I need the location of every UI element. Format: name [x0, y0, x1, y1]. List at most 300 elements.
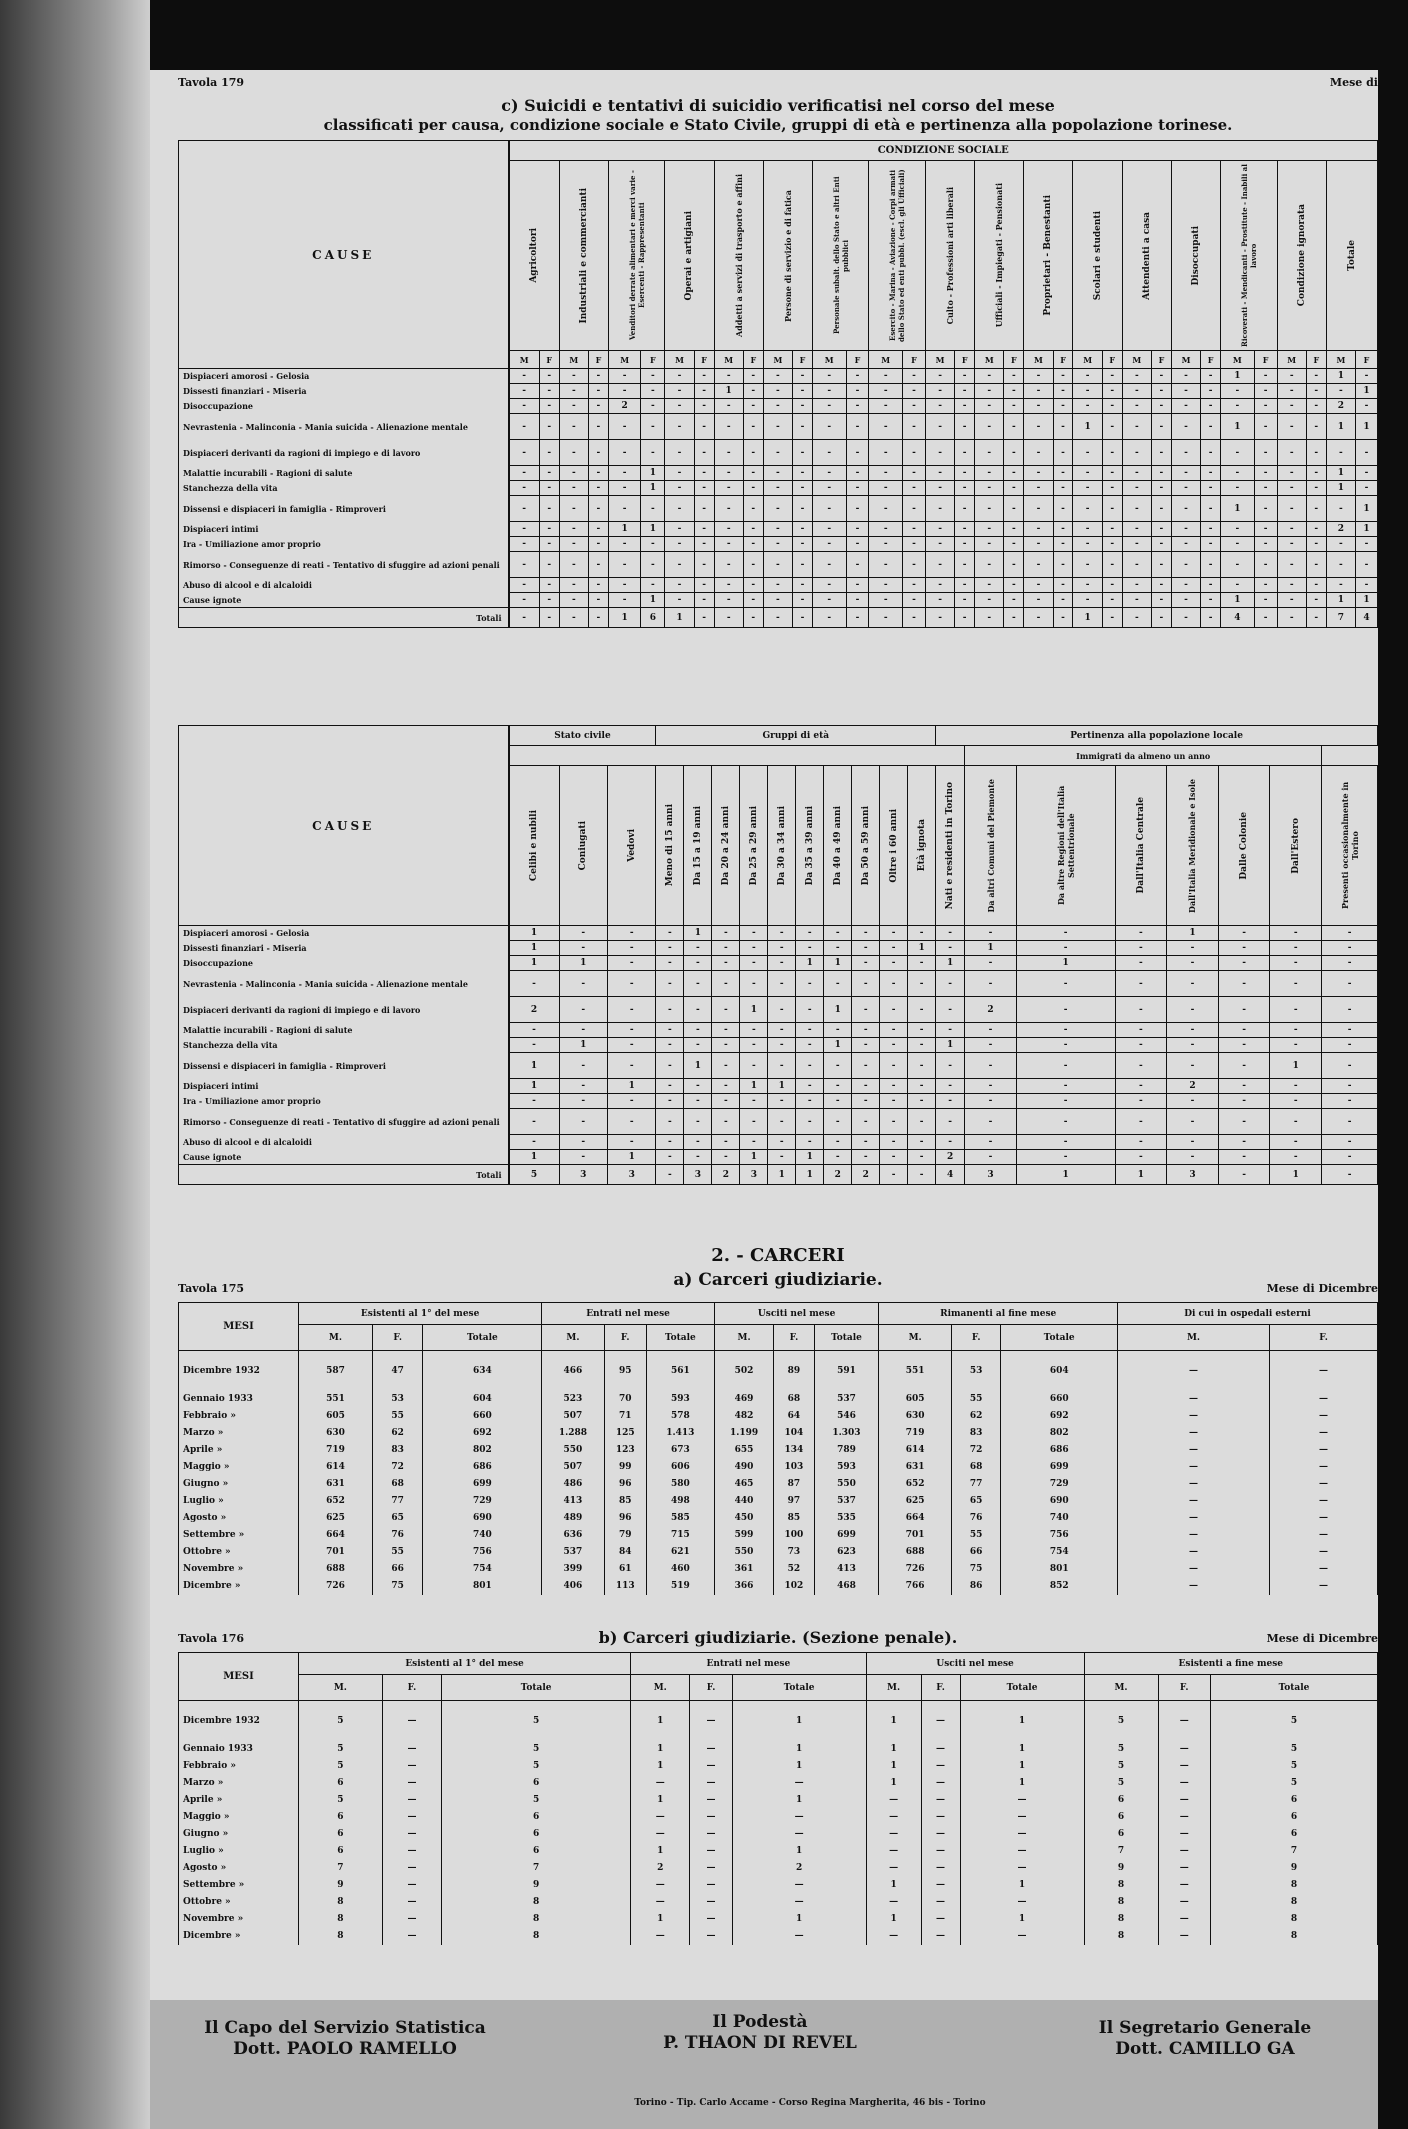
table-cell: 66: [951, 1544, 1001, 1561]
table-cell: 134: [774, 1442, 814, 1459]
table-row: [179, 1843, 1378, 1860]
table-cell: -: [665, 384, 694, 399]
table-cell: 1: [631, 1741, 690, 1758]
table-cell: -: [607, 1109, 655, 1135]
table-cell: 1: [1221, 593, 1255, 608]
table-row: [179, 1442, 1378, 1459]
table-cell: 75: [372, 1578, 423, 1595]
table-cell: 605: [879, 1391, 952, 1408]
table-cell: -: [1004, 578, 1024, 593]
total-cell: -: [880, 1165, 908, 1185]
table-cell: -: [768, 1150, 796, 1165]
scan-edge-left: [0, 0, 150, 2129]
table-cell: 1: [1270, 1053, 1322, 1079]
condizione-col-label: Culto - Professioni arti liberali: [945, 186, 955, 325]
table-cell: 125: [604, 1425, 646, 1442]
table-cell: -: [714, 369, 743, 384]
table-row: [179, 1758, 1378, 1775]
table-cell: -: [869, 578, 903, 593]
table-cell: -: [1016, 1109, 1115, 1135]
table-cell: -: [1167, 941, 1219, 956]
sex-header: M: [1277, 351, 1306, 369]
table-cell: -: [852, 1038, 880, 1053]
cause-label: Nevrastenia - Malinconia - Mania suicida - Alienazione mentale: [179, 971, 509, 997]
table-cell: —: [631, 1775, 690, 1792]
table-cell: -: [665, 481, 694, 496]
table-cell: -: [656, 1094, 684, 1109]
table-cell: -: [903, 481, 926, 496]
total-cell: -: [1053, 608, 1073, 628]
table-row: [179, 369, 1378, 384]
table-cell: -: [908, 1023, 936, 1038]
condizione-col-header: [812, 161, 869, 351]
table-cell: 5: [1084, 1775, 1158, 1792]
demographic-col-header: [908, 766, 936, 926]
cause-label: Rimorso - Conseguenze di reati - Tentativo di sfuggire ad azioni penali: [179, 552, 509, 578]
table-cell: -: [694, 522, 714, 537]
signature-center-role: Il Podestà: [712, 2012, 808, 2032]
table-cell: -: [559, 971, 607, 997]
table-cell: 2: [965, 997, 1017, 1023]
table-cell: -: [539, 496, 559, 522]
table-cell: 1: [631, 1911, 690, 1928]
table-cell: -: [1053, 440, 1073, 466]
table-cell: -: [665, 578, 694, 593]
table-cell: —: [960, 1809, 1084, 1826]
table-cell: -: [1306, 522, 1326, 537]
table-cell: -: [936, 1053, 965, 1079]
table-cell: -: [714, 522, 743, 537]
total-cell: -: [1102, 608, 1122, 628]
table-cell: -: [684, 1109, 712, 1135]
demographic-col-header: [559, 766, 607, 926]
table-cell: —: [1118, 1408, 1270, 1425]
table-cell: -: [1277, 537, 1306, 552]
condizione-col-header: [1122, 161, 1171, 351]
table-cell: -: [1073, 466, 1102, 481]
table-row: [179, 1561, 1378, 1578]
table-cell: —: [921, 1758, 960, 1775]
total-cell: -: [1218, 1165, 1270, 1185]
table-cell: 1: [732, 1701, 866, 1741]
table-cell: -: [665, 369, 694, 384]
table-cell: 96: [604, 1476, 646, 1493]
table-cell: 103: [774, 1459, 814, 1476]
table-cell: -: [763, 537, 792, 552]
table-cell: -: [763, 552, 792, 578]
table-cell: -: [812, 369, 846, 384]
table-cell: —: [1270, 1493, 1378, 1510]
table-cell: -: [1277, 369, 1306, 384]
table-row: [179, 1527, 1378, 1544]
table-cell: -: [1254, 369, 1277, 384]
table-cell: 636: [542, 1527, 604, 1544]
table-cell: -: [743, 578, 763, 593]
demographic-col-label: Dall'Estero: [1290, 817, 1301, 874]
table-cell: -: [539, 399, 559, 414]
table-row: [179, 1476, 1378, 1493]
table-cell: -: [846, 414, 869, 440]
table-cell: -: [656, 971, 684, 997]
demographic-col-header: [1115, 766, 1167, 926]
sub-header: M.: [714, 1325, 773, 1351]
table-cell: -: [908, 1135, 936, 1150]
table-cell: 413: [542, 1493, 604, 1510]
table-cell: -: [743, 552, 763, 578]
table-cell: -: [641, 578, 665, 593]
table-cell: 1: [631, 1758, 690, 1775]
table-cell: -: [793, 369, 813, 384]
table-cell: -: [955, 481, 975, 496]
signature-left-name: Dott. PAOLO RAMELLO: [233, 2039, 457, 2060]
table-cell: -: [965, 1079, 1017, 1094]
table-cell: -: [743, 414, 763, 440]
table-cell: 578: [646, 1408, 714, 1425]
total-cell: 2: [852, 1165, 880, 1185]
table-cell: -: [975, 552, 1004, 578]
total-cell: -: [656, 1165, 684, 1185]
table-cell: 6: [1084, 1826, 1158, 1843]
table-cell: -: [694, 537, 714, 552]
table-cell: 726: [879, 1561, 952, 1578]
table-cell: —: [1158, 1758, 1210, 1775]
table-cell: -: [588, 522, 608, 537]
table-cell: -: [1053, 414, 1073, 440]
table-cell: -: [824, 971, 852, 997]
table-cell: 1: [1326, 369, 1355, 384]
table-cell: 580: [646, 1476, 714, 1493]
table-cell: 1: [1326, 481, 1355, 496]
table-cell: -: [1004, 481, 1024, 496]
table-cell: -: [1024, 369, 1053, 384]
table-cell: -: [1218, 1135, 1270, 1150]
table-row: [179, 1493, 1378, 1510]
table-cell: 1: [607, 1150, 655, 1165]
table-cell: -: [824, 1150, 852, 1165]
table-cell: -: [588, 414, 608, 440]
table-cell: —: [1118, 1493, 1270, 1510]
table-cell: -: [1326, 496, 1355, 522]
demographic-col-label: Da 20 a 24 anni: [720, 805, 731, 886]
gruppi-eta-header: Gruppi di età: [656, 726, 936, 746]
table-cell: 766: [879, 1578, 952, 1595]
table-cell: -: [1115, 1038, 1167, 1053]
table-cell: -: [852, 926, 880, 941]
table-cell: 587: [299, 1351, 373, 1391]
table-cell: -: [509, 1023, 560, 1038]
table-cell: -: [684, 1094, 712, 1109]
table-cell: -: [1151, 369, 1171, 384]
table-cell: -: [1102, 481, 1122, 496]
table-cell: -: [1306, 440, 1326, 466]
total-cell: -: [1024, 608, 1053, 628]
condizione-col-label: Proprietari - Benestanti: [1043, 195, 1054, 316]
month-label: Dicembre 1932: [179, 1351, 299, 1391]
table-cell: 72: [372, 1459, 423, 1476]
table-cell: —: [1270, 1425, 1378, 1442]
table-cell: -: [656, 941, 684, 956]
table-cell: -: [1102, 440, 1122, 466]
table-cell: -: [796, 997, 824, 1023]
table-cell: -: [869, 593, 903, 608]
table-cell: 1: [824, 997, 852, 1023]
table-cell: -: [908, 1109, 936, 1135]
total-cell: -: [846, 608, 869, 628]
table-cell: -: [1254, 440, 1277, 466]
cause-label: Stanchezza della vita: [179, 1038, 509, 1053]
table-cell: -: [824, 1079, 852, 1094]
table-cell: 9: [299, 1877, 383, 1894]
signature-right-name: Dott. CAMILLO GA: [1115, 2039, 1295, 2060]
table-cell: 6: [1084, 1792, 1158, 1809]
table-cell: 489: [542, 1510, 604, 1527]
condizione-col-label: Esercito - Marina - Aviazione - Corpi armati dello Stato ed enti pubbl. (escl. gli Ufficiali): [888, 169, 907, 342]
table-cell: -: [559, 537, 588, 552]
totals-row: [179, 608, 1378, 628]
table-cell: -: [869, 440, 903, 466]
table-cell: 550: [542, 1442, 604, 1459]
table-cell: -: [509, 522, 540, 537]
table-cell: -: [965, 1038, 1017, 1053]
table-cell: —: [1118, 1442, 1270, 1459]
table-cell: -: [908, 956, 936, 971]
table-cell: -: [1024, 481, 1053, 496]
table-cell: 5: [1210, 1758, 1377, 1775]
table-cell: -: [1221, 384, 1255, 399]
table-cell: —: [631, 1826, 690, 1843]
table-cell: —: [690, 1826, 732, 1843]
table-cell: 1: [740, 1079, 768, 1094]
table-cell: -: [1270, 1079, 1322, 1094]
table-cell: 652: [299, 1493, 373, 1510]
table-cell: 399: [542, 1561, 604, 1578]
table-cell: 551: [879, 1351, 952, 1391]
month-label: Dicembre »: [179, 1928, 299, 1945]
sex-header: F: [1356, 351, 1378, 369]
table-cell: -: [641, 552, 665, 578]
table-cell: -: [559, 1094, 607, 1109]
table-cell: 801: [1001, 1561, 1118, 1578]
table-cell: -: [1270, 1023, 1322, 1038]
month-label: Novembre »: [179, 1911, 299, 1928]
table-cell: 1: [960, 1741, 1084, 1758]
table-cell: 1: [796, 956, 824, 971]
table-cell: 756: [423, 1544, 542, 1561]
table-cell: -: [1115, 1109, 1167, 1135]
table-cell: -: [975, 481, 1004, 496]
table-cell: -: [509, 481, 540, 496]
condizione-col-label: Attendenti a casa: [1141, 211, 1152, 300]
table-cell: -: [1073, 593, 1102, 608]
sex-header: F: [903, 351, 926, 369]
table-cell: -: [694, 369, 714, 384]
table-175-subtitle: a) Carceri giudiziarie.: [673, 1270, 883, 1290]
table-cell: -: [509, 578, 540, 593]
table-cell: 625: [299, 1510, 373, 1527]
table-cell: -: [1024, 578, 1053, 593]
table-cell: -: [509, 440, 540, 466]
table-cell: -: [539, 440, 559, 466]
table-cell: -: [1151, 414, 1171, 440]
table-cell: 68: [951, 1459, 1001, 1476]
table-cell: 55: [951, 1391, 1001, 1408]
table-cell: -: [812, 552, 846, 578]
table-cell: -: [1016, 971, 1115, 997]
condizione-col-label: Operai e artigiani: [684, 210, 695, 301]
table-cell: 498: [646, 1493, 714, 1510]
table-cell: -: [812, 466, 846, 481]
condizione-col-header: [763, 161, 812, 351]
table-cell: -: [869, 537, 903, 552]
demographic-col-header: [852, 766, 880, 926]
condizione-col-header: [665, 161, 714, 351]
table-cell: —: [1118, 1527, 1270, 1544]
table-cell: -: [1024, 414, 1053, 440]
table-cell: -: [1151, 522, 1171, 537]
table-cell: 621: [646, 1544, 714, 1561]
table-cell: -: [793, 384, 813, 399]
table-cell: -: [1024, 522, 1053, 537]
table-cell: 53: [951, 1351, 1001, 1391]
table-cell: 1: [960, 1701, 1084, 1741]
table-cell: -: [1053, 522, 1073, 537]
table-cell: -: [608, 440, 641, 466]
table-cell: -: [740, 941, 768, 956]
table-cell: -: [1270, 941, 1322, 956]
table-cell: -: [607, 1053, 655, 1079]
demographic-col-label: Da altri Comuni del Piemonte: [985, 778, 996, 913]
table-cell: 1: [631, 1792, 690, 1809]
table-cell: -: [1218, 1109, 1270, 1135]
table-row: [179, 1826, 1378, 1843]
table-cell: -: [509, 552, 540, 578]
table-cell: -: [1277, 414, 1306, 440]
table-cell: 5: [299, 1792, 383, 1809]
total-cell: 1: [665, 608, 694, 628]
table-cell: -: [684, 1023, 712, 1038]
table-cell: -: [936, 926, 965, 941]
table-cell: -: [1277, 384, 1306, 399]
table-cell: -: [1053, 369, 1073, 384]
table-row: [179, 1391, 1378, 1408]
table-cell: -: [846, 552, 869, 578]
table-cell: -: [588, 578, 608, 593]
table-cell: 55: [951, 1527, 1001, 1544]
total-cell: -: [925, 608, 954, 628]
table-cell: -: [694, 481, 714, 496]
table-cell: -: [694, 440, 714, 466]
table-cell: -: [607, 956, 655, 971]
cause-header: CAUSE: [179, 141, 509, 369]
table-cell: -: [763, 384, 792, 399]
table-row: [179, 1425, 1378, 1442]
table-cell: -: [1004, 369, 1024, 384]
table-cell: -: [1167, 1023, 1219, 1038]
table-cell: 1: [796, 1150, 824, 1165]
table-cell: 1: [1221, 414, 1255, 440]
table-cell: -: [869, 399, 903, 414]
table-cell: -: [1218, 941, 1270, 956]
table-cell: —: [866, 1843, 921, 1860]
printer-line: Torino - Tip. Carlo Accame - Corso Regina Margherita, 46 bis - Torino: [634, 2098, 986, 2108]
table-cell: -: [1016, 941, 1115, 956]
cause-label: Dissesti finanziari - Miseria: [179, 941, 509, 956]
totals-label: Totali: [179, 608, 509, 628]
table-cell: —: [960, 1826, 1084, 1843]
scan-edge-right: [1378, 0, 1408, 2129]
table-cell: -: [1306, 537, 1326, 552]
table-cell: -: [1053, 399, 1073, 414]
table-cell: 1: [509, 1079, 560, 1094]
table-cell: -: [1277, 481, 1306, 496]
table-cell: -: [607, 1038, 655, 1053]
condizione-col-label: Ufficiali - Impiegati - Pensionati: [994, 183, 1005, 328]
table-cell: 468: [814, 1578, 879, 1595]
signature-center: [570, 2012, 950, 2055]
table-cell: 593: [646, 1391, 714, 1408]
table-cell: -: [812, 578, 846, 593]
table-cell: -: [1171, 399, 1200, 414]
demographic-col-header: [1167, 766, 1219, 926]
month-label: Maggio »: [179, 1809, 299, 1826]
table-cell: -: [1102, 578, 1122, 593]
table-cell: -: [743, 384, 763, 399]
condizione-col-header: [1073, 161, 1122, 351]
table-cell: -: [925, 440, 954, 466]
mesi-header: MESI: [179, 1303, 299, 1351]
table-cell: -: [559, 552, 588, 578]
table-cell: -: [656, 1079, 684, 1094]
table-cell: 591: [814, 1351, 879, 1391]
table-cell: 55: [372, 1544, 423, 1561]
table-cell: -: [955, 466, 975, 481]
table-cell: —: [1270, 1391, 1378, 1408]
table-cell: -: [1167, 997, 1219, 1023]
table-179-stato-civile: [178, 725, 1378, 1185]
table-cell: -: [852, 1109, 880, 1135]
table-cell: -: [869, 384, 903, 399]
table-cell: -: [812, 399, 846, 414]
table-cell: 406: [542, 1578, 604, 1595]
table-cell: -: [559, 1079, 607, 1094]
table-cell: -: [908, 1079, 936, 1094]
table-cell: 6: [442, 1809, 631, 1826]
table-row: [179, 537, 1378, 552]
group-header: Rimanenti al fine mese: [879, 1303, 1118, 1325]
total-cell: -: [908, 1165, 936, 1185]
table-cell: 2: [631, 1860, 690, 1877]
table-cell: 701: [879, 1527, 952, 1544]
table-cell: -: [1356, 440, 1378, 466]
table-cell: -: [955, 440, 975, 466]
table-cell: -: [1356, 537, 1378, 552]
table-cell: -: [1306, 384, 1326, 399]
table-cell: -: [694, 414, 714, 440]
table-cell: -: [1073, 537, 1102, 552]
table-cell: -: [955, 578, 975, 593]
table-cell: -: [1122, 481, 1151, 496]
table-cell: 652: [879, 1476, 952, 1493]
sub-header: Totale: [423, 1325, 542, 1351]
table-cell: -: [955, 537, 975, 552]
table-cell: -: [588, 593, 608, 608]
table-cell: -: [1053, 496, 1073, 522]
sex-header: M: [608, 351, 641, 369]
table-cell: —: [1158, 1701, 1210, 1741]
table-cell: -: [1254, 522, 1277, 537]
table-cell: -: [1151, 440, 1171, 466]
table-cell: —: [382, 1911, 441, 1928]
